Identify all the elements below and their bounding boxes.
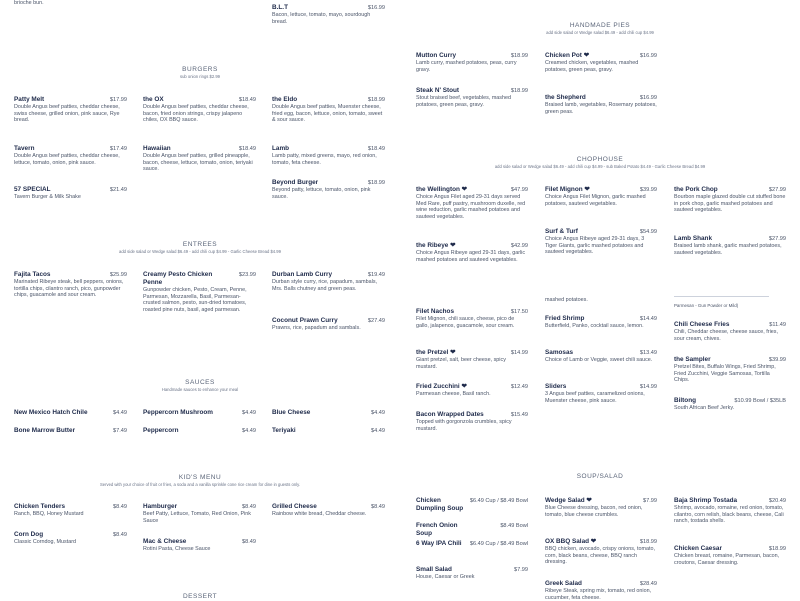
menu-item-fajita — [14, 271, 127, 299]
section-title-sauces: SAUCES — [185, 379, 215, 386]
menu-item-description: South African Beef Jerky. — [674, 405, 735, 411]
menu-item-price: $4.49 — [371, 410, 385, 416]
menu-item-surf-turf — [545, 228, 657, 256]
menu-item-durban — [272, 271, 385, 292]
menu-item-chicken-caesar — [674, 545, 786, 566]
menu-item-description: Double Angus beef patties, Muenster cheese, fried egg, bacon, lettuce, onion, tomato, sweet & sour sauce. — [272, 104, 383, 124]
menu-item-name: Filet Mignon ❤ — [545, 186, 590, 193]
menu-item-description: Double Angus beef patties, cheddar cheese, bacon, fried onion strings, crispy jalapeno chiles, OX BBQ sauce. — [143, 104, 249, 124]
menu-item-name: Bacon Wrapped Dates — [416, 411, 484, 418]
menu-item-name: the Wellington ❤ — [416, 186, 468, 193]
menu-item-name: the Pork Chop — [674, 186, 718, 193]
menu-item-price: $7.99 — [514, 567, 528, 573]
menu-item-name: Durban Lamb Curry — [272, 271, 333, 278]
menu-item-price: $18.99 — [768, 546, 786, 552]
menu-item-name: Sliders — [545, 383, 567, 390]
menu-item-name: Teriyaki — [272, 427, 296, 434]
menu-item-description: Ribeye Steak, spring mix, tomato, red onion, cucumber, feta cheese. — [545, 588, 652, 601]
menu-item-description: House, Caesar or Greek — [416, 574, 475, 580]
menu-item-description: Chicken breast, romaine, Parmesan, bacon, croutons, Caesar dressing. — [674, 553, 780, 566]
menu-item-description: Double Angus beef patties, grilled pineapple, bacon, cheese, lettuce, tomato, onion, teriyaki sauce. — [143, 153, 253, 173]
menu-item-description: Braised lamb, vegetables, Rosemary potatoes, green peas. — [545, 102, 657, 115]
menu-item-price: $14.49 — [639, 316, 657, 322]
menu-item-beyond — [272, 179, 385, 200]
menu-item-price: $4.49 — [242, 428, 256, 434]
menu-item-name: Chicken Dumpling Soup — [416, 497, 464, 512]
menu-item-description: Creamed chicken, vegetables, mashed potatoes, green peas, gravy. — [545, 60, 639, 73]
menu-item-name: New Mexico Hatch Chile — [14, 409, 88, 416]
menu-item-name: Coconut Prawn Curry — [272, 317, 338, 324]
menu-item-lamb — [272, 145, 385, 166]
menu-item-description: Choice Angus Ribeye aged 29-31 days, 3 Tiger Giants, garlic mashed potatoes and sauteed vegetables. — [545, 236, 645, 256]
menu-item-description: Bacon, lettuce, tomato, mayo, sourdough bread. — [272, 12, 371, 25]
menu-item-chicken-dumpling — [416, 497, 528, 513]
menu-item-mac-cheese — [143, 538, 256, 553]
menu-item-name: Greek Salad — [545, 580, 582, 587]
cut-fragment-2: Parmesan - Gun Powder or Mild) — [674, 303, 739, 308]
menu-item-chicken-tenders — [14, 503, 127, 518]
menu-item-price: $13.49 — [639, 350, 657, 356]
menu-item-name: Tavern — [14, 145, 35, 152]
menu-item-description: Tavern Burger & Milk Shake — [14, 194, 81, 200]
menu-item-name: Patty Melt — [14, 96, 45, 103]
menu-item-price: $10.99 Bowl / $35LB — [734, 398, 786, 404]
menu-item-name: the Ribeye ❤ — [416, 242, 456, 249]
menu-item-name: Creamy Pesto Chicken Penne — [143, 271, 213, 286]
menu-item-blt — [272, 4, 385, 25]
section-sub-kids-menu: Served with your choice of fruit or fries, a soda and a vanilla sprinkle cone rice cream for dine in guests only. — [99, 482, 301, 487]
menu-item-price: $11.49 — [769, 322, 786, 328]
menu-item-name: Bone Marrow Butter — [14, 427, 76, 434]
menu-item-description: Double Angus beef patties, cheddar cheese, lettuce, tomato, onion, pink sauce. — [14, 153, 120, 166]
menu-item-description: Marinated Ribeye steak, bell peppers, onions, tortilla chips, cilantro ranch, pico, gunpowder chips, guacamole and sour cream. — [14, 279, 124, 299]
menu-item-price: $8.49 — [113, 504, 127, 510]
menu-item-description: Lamb patty, mixed greens, mayo, red onion, tomato, feta cheese. — [272, 153, 377, 166]
cut-fragment-1: mashed potatoes. — [545, 297, 588, 303]
menu-item-baja — [674, 497, 786, 525]
menu-item-peppercorn-mush — [143, 409, 256, 417]
menu-item-fried-shrimp — [545, 315, 657, 330]
menu-item-price: $7.99 — [643, 498, 657, 504]
menu-item-price: $28.49 — [639, 581, 657, 587]
menu-item-peppercorn — [143, 427, 256, 435]
menu-item-name: Samosas — [545, 349, 574, 356]
menu-item-price: $27.99 — [768, 187, 786, 193]
menu-item-shepherd — [545, 94, 657, 115]
top-fragment: brioche bun. — [14, 0, 44, 6]
menu-item-biltong — [674, 397, 786, 412]
menu-item-zucchini — [416, 383, 528, 398]
menu-item-name: Biltong — [674, 397, 697, 404]
section-title-burgers: BURGERS — [182, 66, 218, 73]
menu-item-description: Durban style curry, rice, papadum, sambals, Mrs. Balls chutney and green peas. — [272, 279, 378, 292]
menu-item-description: Parmesan cheese, Basil ranch. — [416, 391, 491, 397]
menu-item-price: $47.99 — [510, 187, 528, 193]
menu-item-price: $4.49 — [242, 410, 256, 416]
menu-item-price: $25.99 — [109, 272, 127, 278]
menu-item-grilled-cheese — [272, 503, 385, 518]
section-title-handmade-pies: HANDMADE PIES — [569, 22, 631, 29]
menu-item-description: Topped with gorgonzola crumbles, spicy mustard. — [416, 419, 512, 432]
menu-item-description: Choice Angus Filet aged 29-31 days served Med Rare, puff pastry, mushroom duxelle, red wine reduction, garlic mashed potatoes and sauteed vegetables. — [416, 194, 526, 220]
menu-item-price: $16.99 — [639, 95, 657, 101]
menu-item-name: Filet Nachos — [416, 308, 454, 315]
menu-item-name: the Shepherd — [545, 94, 586, 101]
menu-item-name: Fajita Tacos — [14, 271, 51, 278]
menu-item-price: $20.49 — [768, 498, 786, 504]
menu-item-name: 6 Way IPA Chili — [416, 540, 462, 547]
menu-item-greek — [545, 580, 657, 601]
menu-item-ny-hatch — [14, 409, 127, 417]
menu-item-chili-fries — [674, 321, 786, 342]
menu-item-name: Lamb — [272, 145, 290, 152]
menu-item-name: Small Salad — [416, 566, 452, 573]
menu-item-name: Chicken Tenders — [14, 503, 66, 510]
menu-item-description: Blue Cheese dressing, bacon, red onion, tomato, blue cheese crumbles. — [545, 505, 643, 518]
menu-item-name: Lamb Shank — [674, 235, 712, 242]
menu-item-name: Beyond Burger — [272, 179, 319, 186]
menu-item-price: $17.49 — [109, 146, 127, 152]
menu-item-patty-melt — [14, 96, 127, 124]
menu-item-price: $4.49 — [371, 428, 385, 434]
menu-item-price: $16.99 — [367, 5, 385, 11]
menu-item-name: Chili Cheese Fries — [674, 321, 730, 328]
menu-item-description: Braised lamb shank, garlic mashed potatoes, sauteed vegetables. — [674, 243, 782, 256]
menu-item-name: B.L.T — [272, 4, 288, 11]
menu-item-price: $12.49 — [510, 384, 528, 390]
menu-item-description: Shrimp, avocado, romaine, red onion, tomato, cilantro, corn relish, black beans, cheese, Cali ranch, tostada shells. — [674, 505, 784, 525]
menu-item-blue-cheese — [272, 409, 385, 417]
menu-item-description: Bourbon maple glazed double cut stuffed bone in pork chop, garlic mashed potatoes and sauteed vegetables. — [674, 194, 786, 214]
menu-item-name: Grilled Cheese — [272, 503, 317, 510]
menu-item-price: $18.49 — [367, 146, 385, 152]
menu-item-name: Baja Shrimp Tostada — [674, 497, 738, 504]
menu-item-steak-stout — [416, 87, 528, 108]
menu-item-price: $27.99 — [768, 236, 786, 242]
menu-item-price: $23.99 — [238, 272, 256, 278]
menu-item-pretzel — [416, 349, 528, 370]
menu-item-description: Choice Angus Filet Mignon, garlic mashed potatoes, sauteed vegetables. — [545, 194, 646, 207]
menu-item-description: Stout braised beef, vegetables, mashed potatoes, green peas, gravy. — [416, 95, 511, 108]
menu-item-bacon-dates — [416, 411, 528, 432]
menu-item-description: Prawns, rice, papadum and sambals. — [272, 325, 361, 331]
menu-item-name: Corn Dog — [14, 531, 44, 538]
menu-item-hawaiian — [143, 145, 256, 173]
menu-item-description: Classic Corndog, Mustard — [14, 539, 77, 545]
menu-item-small-salad — [416, 566, 528, 581]
menu-item-special57 — [14, 186, 127, 201]
menu-item-price: $15.49 — [510, 412, 528, 418]
menu-item-description: Ranch, BBQ, Honey Mustard — [14, 511, 84, 517]
menu-item-price: $17.99 — [109, 97, 127, 103]
menu-item-price: $54.99 — [639, 229, 657, 235]
menu-item-tavern — [14, 145, 127, 166]
menu-item-name: Surf & Turf — [545, 228, 578, 235]
menu-item-the-ox — [143, 96, 256, 124]
menu-item-price: $16.99 — [639, 53, 657, 59]
menu-item-corn-dog — [14, 531, 127, 546]
menu-item-price: $6.49 Cup / $8.49 Bowl — [469, 498, 528, 504]
menu-item-description: Giant pretzel, salt, beer cheese, spicy mustard. — [416, 357, 506, 370]
menu-item-bone-marrow — [14, 427, 127, 435]
menu-item-description: Rainbow white bread, Cheddar cheese. — [272, 511, 367, 517]
menu-item-name: the Pretzel ❤ — [416, 349, 456, 356]
menu-item-ipa-chili — [416, 540, 528, 548]
menu-item-price: $17.50 — [510, 309, 528, 315]
menu-item-the-eldo — [272, 96, 385, 124]
menu-item-description: Beef Patty, Lettuce, Tomato, Red Onion, Pink Sauce — [143, 511, 251, 524]
menu-item-price: $8.49 — [242, 504, 256, 510]
section-sub-handmade-pies: add side salad or Wedge salad $6.49 - add chili cup $4.99 — [546, 30, 654, 35]
menu-item-name: the OX — [143, 96, 164, 103]
menu-item-name: Chicken Caesar — [674, 545, 722, 552]
menu-item-description: Gunpowder chicken, Pesto, Cream, Penne, Parmesan, Mozzarella, Basil, Parmesan-crusted salmon, pesto, sun-dried tomatoes, roasted pine nuts, basil, aged parmesan. — [143, 287, 247, 313]
menu-item-description: Butterfield, Panko, cocktail sauce, lemon. — [545, 323, 644, 329]
menu-item-price: $14.99 — [639, 384, 657, 390]
menu-item-price: $8.49 Bowl — [500, 523, 528, 529]
section-sub-chophouse: add side salad or Wedge salad $6.49 - add chili cup $4.99 - sub Baked Potato $4.49 - Garlic Cheese Bread $4.99 — [494, 164, 706, 169]
section-sub-burgers: sub onion rings $2.99 — [179, 74, 221, 79]
menu-item-description: Lamb curry, mashed potatoes, peas, curry gravy. — [416, 60, 517, 73]
menu-item-description: 3 Angus beef patties, caramelized onions, Muenster cheese, pink sauce. — [545, 391, 645, 404]
menu-item-description: Pretzel Bites, Buffalo Wings, Fried Shrimp, Fried Zucchini, Veggie Samosas, Tortilla Chips. — [674, 364, 776, 384]
section-title-soup-salad: SOUP/SALAD — [576, 473, 624, 480]
menu-item-price: $14.99 — [510, 350, 528, 356]
menu-item-sampler — [674, 356, 786, 384]
menu-item-description: Rotini Pasta, Cheese Sauce — [143, 546, 211, 552]
section-sub-entrees: add side salad or Wedge salad $6.49 - add chili cup $4.99 - Garlic Cheese Bread $4.99 — [119, 249, 281, 254]
menu-item-coconut — [272, 317, 385, 332]
menu-item-wedge — [545, 497, 657, 518]
menu-item-price: $39.99 — [768, 357, 786, 363]
menu-item-name: Mutton Curry — [416, 52, 457, 59]
menu-item-pork-chop — [674, 186, 786, 214]
menu-item-lamb-shank — [674, 235, 786, 256]
menu-item-mutton — [416, 52, 528, 73]
section-title-dessert: DESSERT — [182, 593, 218, 600]
menu-item-name: Fried Zucchini ❤ — [416, 383, 467, 390]
menu-item-price: $8.49 — [113, 532, 127, 538]
menu-item-price: $18.49 — [238, 146, 256, 152]
menu-item-price: $8.49 — [242, 539, 256, 545]
menu-item-price: $27.49 — [367, 318, 385, 324]
menu-item-name: the Eldo — [272, 96, 298, 103]
menu-item-teriyaki — [272, 427, 385, 435]
menu-item-name: Blue Cheese — [272, 409, 311, 416]
menu-item-hamburger — [143, 503, 256, 524]
menu-item-name: Hawaiian — [143, 145, 171, 152]
menu-item-price: $8.49 — [371, 504, 385, 510]
menu-item-price: $21.49 — [109, 187, 127, 193]
section-sub-sauces: Handmade sauces to enhance your meal — [161, 387, 239, 392]
menu-item-chicken-pot — [545, 52, 657, 73]
menu-item-description: BBQ chicken, avocado, crispy onions, tomato, corn, black beans, cheese, BBQ ranch dressing. — [545, 546, 655, 566]
menu-item-price: $42.99 — [510, 243, 528, 249]
menu-item-price: $18.99 — [367, 97, 385, 103]
menu-item-ribeye — [416, 242, 528, 263]
menu-item-name: Peppercorn Mushroom — [143, 409, 213, 416]
menu-item-name: Fried Shrimp — [545, 315, 585, 322]
menu-item-name: OX BBQ Salad ❤ — [545, 538, 597, 545]
menu-item-price: $4.49 — [113, 410, 127, 416]
menu-item-name: Steak N' Stout — [416, 87, 460, 94]
menu-item-price: $6.49 Cup / $8.49 Bowl — [469, 541, 528, 547]
menu-item-name: Mac & Cheese — [143, 538, 187, 545]
cut-divider — [674, 296, 769, 300]
menu-item-wellington — [416, 186, 528, 220]
menu-item-description: Choice of Lamb or Veggie, sweet chili sauce. — [545, 357, 653, 363]
section-title-entrees: ENTREES — [182, 241, 218, 248]
menu-item-price: $18.99 — [510, 53, 528, 59]
menu-item-description: Chili, Cheddar cheese, cheese sauce, fries, sour cream, chives. — [674, 329, 778, 342]
menu-item-price: $19.49 — [367, 272, 385, 278]
menu-item-sliders — [545, 383, 657, 404]
menu-item-price: $18.99 — [639, 539, 657, 545]
menu-item-price: $18.99 — [367, 180, 385, 186]
menu-item-name: Hamburger — [143, 503, 178, 510]
menu-item-name: French Onion Soup — [416, 522, 458, 537]
section-title-kids-menu: KID'S MENU — [178, 474, 222, 481]
menu-item-filet-nachos — [416, 308, 528, 329]
menu-item-price: $39.99 — [639, 187, 657, 193]
section-title-chophouse: CHOPHOUSE — [576, 156, 624, 163]
menu-item-name: 57 SPECIAL — [14, 186, 51, 193]
menu-item-name: Peppercorn — [143, 427, 179, 434]
menu-item-price: $18.49 — [238, 97, 256, 103]
menu-item-description: Beyond patty, lettuce, tomato, onion, pink sauce. — [272, 187, 371, 200]
menu-item-description: Filet Mignon, chili sauce, cheese, pico de gallo, jalapenos, guacamole, sour cream. — [416, 316, 515, 329]
menu-item-description: Double Angus beef patties, cheddar cheese, swiss cheese, grilled onion, pink sauce, Rye bread. — [14, 104, 120, 124]
menu-item-pesto — [143, 271, 256, 313]
menu-item-filet-mignon — [545, 186, 657, 207]
menu-item-description: Choice Angus Ribeye aged 29-31 days, garlic mashed potatoes and sauteed vegetables. — [416, 250, 526, 263]
menu-item-price: $7.49 — [113, 428, 127, 434]
menu-item-price: $18.99 — [510, 88, 528, 94]
menu-item-ox-bbq — [545, 538, 657, 566]
menu-item-name: Chicken Pot ❤ — [545, 52, 590, 59]
menu-item-french-onion — [416, 522, 528, 538]
menu-item-name: Wedge Salad ❤ — [545, 497, 592, 504]
menu-item-name: the Sampler — [674, 356, 711, 363]
menu-item-samosas — [545, 349, 657, 364]
